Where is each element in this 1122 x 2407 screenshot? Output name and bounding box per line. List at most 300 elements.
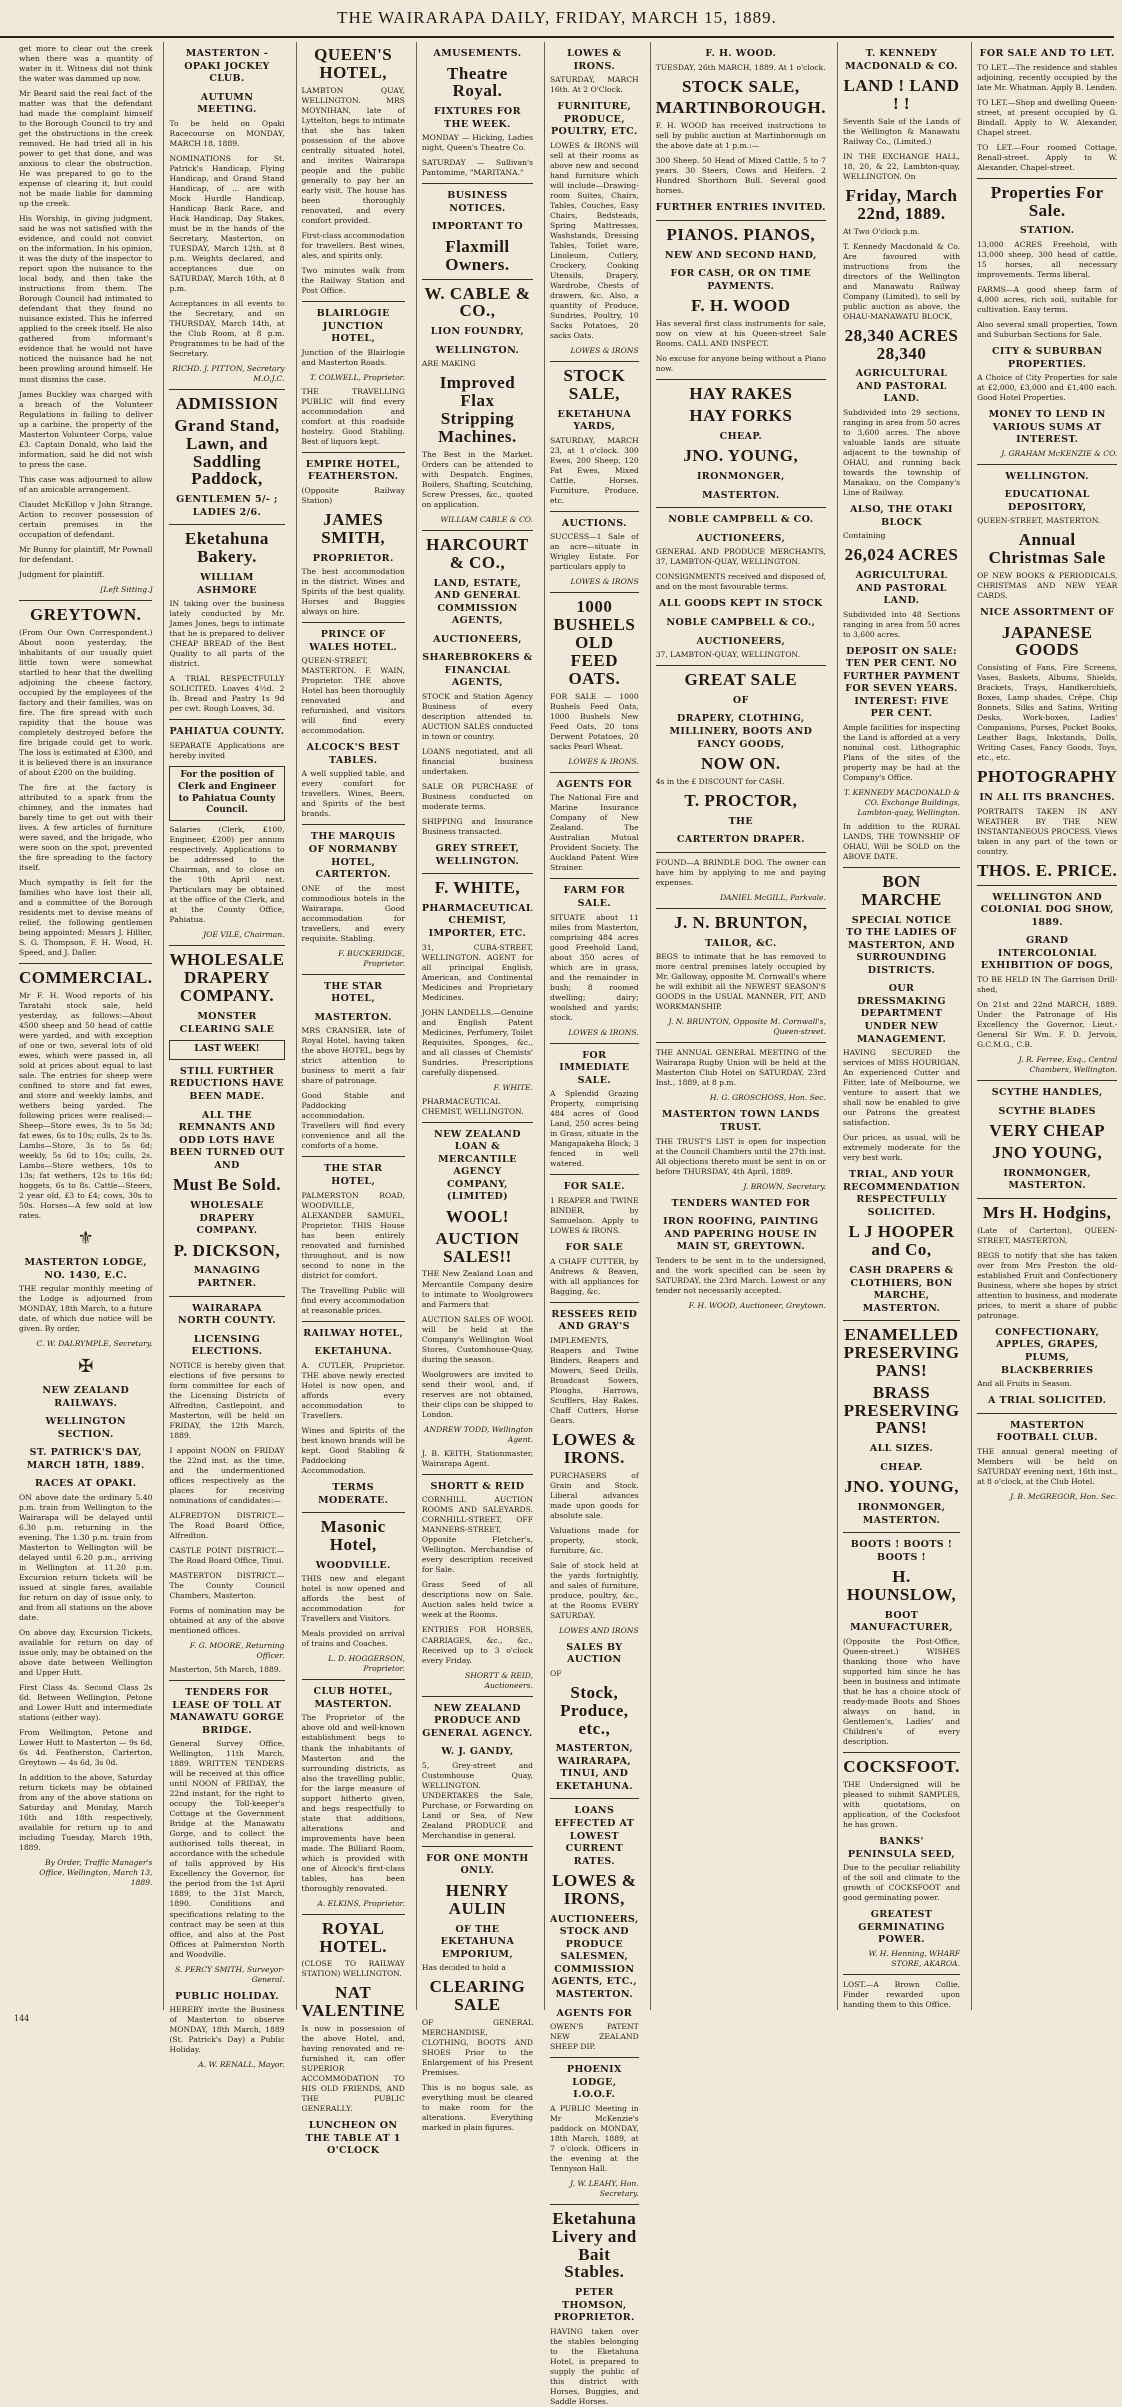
section-heading: NEW AND SECOND HAND, — [664, 249, 817, 261]
signature-line: WILLIAM CABLE & CO. — [440, 514, 533, 524]
column-divider — [302, 1914, 405, 1915]
display-heading: 26,024 ACRES — [844, 545, 959, 565]
section-heading: PAHIATUA COUNTY. — [169, 726, 285, 738]
section-heading: PHOENIX LODGE, I.O.O.F. — [566, 2064, 622, 2101]
section-heading: PUBLIC HOLIDAY. — [175, 1990, 279, 2002]
column-divider — [169, 1680, 284, 1681]
section-heading: NOBLE CAMPBELL & CO., — [666, 617, 816, 629]
section-heading: LICENSING ELECTIONS. — [191, 1333, 263, 1358]
section-heading: BANKS' PENINSULA SEED, — [847, 1836, 956, 1860]
column-divider — [843, 1532, 960, 1533]
column-divider — [843, 1320, 960, 1321]
display-heading: GREAT SALE — [684, 670, 798, 690]
column-divider — [422, 1696, 533, 1697]
section-heading: IN ALL ITS BRANCHES. — [979, 792, 1116, 804]
article-text: Salaries (Clerk, £100, Engineer, £200) per annum respectively. Applications to be addressed to the Chairman, and to close on the 10th April next. Particulars may be obtained at the office of the Clerk, and at the County Office, Pahiatua. — [169, 825, 285, 925]
display-heading: HARCOURT & CO., — [426, 534, 529, 572]
section-heading: BUSINESS NOTICES. — [447, 190, 508, 214]
article-text: (Opposite Railway Station) — [301, 485, 405, 505]
section-heading: FOR CASH, OR ON TIME PAYMENTS. — [670, 268, 812, 292]
column-divider — [302, 824, 405, 825]
display-heading: P. DICKSON, — [173, 1240, 281, 1260]
display-heading: Properties For Sale. — [990, 182, 1104, 220]
article-text: CASTLE POINT DISTRICT.—The Road Board Office, Tinui. — [169, 1545, 285, 1565]
section-heading: EKETAHUNA YARDS, — [557, 408, 632, 433]
article-text: Is now in possession of the above Hotel, and, having renovated and re-furnished it, can offer SUPERIOR ACCOMMODATION TO HIS OLD FRIENDS, AND THE PUBLIC GENERALLY. — [301, 2024, 405, 2114]
article-text: On above day, Excursion Tickets, available for return on day of issue only, may be obtained on the above date between Wellington and Upper Hutt. — [19, 1627, 153, 1677]
column-divider — [302, 1679, 405, 1680]
article-text: SATURDAY, MARCH 16th. At 2 O'Clock. — [549, 75, 639, 95]
display-heading: JNO. YOUNG, — [683, 446, 799, 466]
section-heading: TENDERS FOR LEASE OF TOLL AT MANAWATU GORGE BRIDGE. — [169, 1687, 285, 1736]
section-heading: TAILOR, &C. — [705, 937, 777, 949]
article-text: TO LET.—The residence and stables adjoining, recently occupied by the late Mr. Whatman. Apply B. Lenden. — [977, 62, 1118, 92]
article-text: 1 REAPER and TWINE BINDER, by Samuelson. Apply to LOWES & IRONS. — [549, 1195, 639, 1236]
article-text: HAVING SECURED the services of MISS HOURIGAN, An experienced Cutter and Fitter, late of Melbourne, we venture to assert that we shall now be enabled to give our Patrons the greatest satisfaction. — [842, 1048, 961, 1128]
article-text: Consisting of Fans, Fire Screens, Vases, Baskets, Albums, Shields, Brackets, Trays, Handkerchiefs, Boxes, Lamp shades, Crêpe, Chip Bonnets, Silks and Satins, Writing Desks, Work-boxes, Ladies' Companions, Purses, Pocket Books, Leather Bags, Inkstands, Dolls, Writing Cases, Fancy Goods, Toys, etc., etc. — [977, 663, 1118, 763]
display-heading: COMMERCIAL. — [19, 968, 153, 988]
section-heading: BOOTS ! BOOTS ! BOOTS ! — [850, 1539, 953, 1563]
article-text: ARE MAKING — [421, 359, 476, 369]
section-heading: FOR SALE AND TO LET. — [979, 48, 1115, 59]
column-divider — [550, 511, 639, 512]
section-heading: ALSO, THE OTAKI BLOCK — [850, 504, 953, 528]
section-heading: LOWES & IRONS. — [567, 48, 622, 72]
section-heading: MASTERTON FOOTBALL CLUB. — [996, 1419, 1098, 1444]
article-text: FOUND—A BRINDLE DOG. The owner can have him by applying to me and paying expenses. — [655, 857, 826, 887]
display-heading: STOCK SALE, — [682, 76, 800, 96]
article-text: Meals provided on arrival of trains and Coaches. — [301, 1629, 405, 1649]
article-text: CONSIGNMENTS received and disposed of, and on the most favourable terms. — [655, 572, 826, 592]
article-text: SALE OR PURCHASE of Business conducted on moderate terms. — [421, 781, 533, 811]
display-heading: PIANOS. PIANOS, — [666, 224, 816, 244]
column-divider — [302, 622, 405, 623]
column-divider — [656, 908, 826, 909]
display-heading: WHOLESALE DRAPERY COMPANY. — [169, 950, 285, 1006]
column-divider — [422, 1846, 533, 1847]
signature-line: LOWES & IRONS — [570, 577, 639, 587]
article-text: OF GENERAL MERCHANDISE, CLOTHING, BOOTS AND SHOES Prior to the Enlargement of his Present Premises. — [421, 2017, 533, 2077]
section-heading: GREATEST GERMINATING POWER. — [858, 1909, 945, 1946]
section-heading: CLUB HOTEL, MASTERTON. — [313, 1686, 393, 1710]
section-heading: RESSEES REID AND GRAY'S — [551, 1308, 638, 1333]
section-heading: F. H. WOOD. — [705, 48, 777, 59]
article-text: IMPLEMENTS, Reapers and Twine Binders, Reapers and Mowers, Seed Drills, Broadcast Sowers, Ploughs, Harrows, Scufflers, Hay Rakes, Chaff Cutters, Horse Gears. — [549, 1335, 639, 1425]
section-heading: AUCTIONS. — [561, 517, 627, 529]
section-heading: A TRIAL SOLICITED. — [987, 1395, 1107, 1407]
column-divider — [656, 507, 826, 508]
display-heading: ENAMELLED PRESERVING PANS! — [843, 1325, 960, 1380]
column-divider — [550, 878, 639, 879]
article-text: General Survey Office, Wellington, 11th March, 1889. WRITTEN TENDERS will be received at this office until NOON of FRIDAY, the 22nd instant, for the right to occupy the Toll-keeper's Cottage at the Government Bridge at the Manawatu Gorge, and to collect the authorised tolls thereat, in accordance with the schedule of tolls approved by His Excellency the Governor, for the period from the 1st April 1889, to the 31st March, 1890. Conditions and specifications relating to the contract may be seen at this office, and also at the Post Offices at Palmerston North and Woodville. — [169, 1739, 285, 1959]
article-text: TO LET.—Shop and dwelling Queen-street, at present occupied by G. Bindall. Apply to W. Alexander, Chapel street. — [977, 97, 1118, 137]
article-text: At Two O'clock p.m. — [842, 226, 920, 236]
article-text: THE Undersigned will be pleased to submit SAMPLES, with quotations, on application, of the Cocksfoot he has grown. — [842, 1780, 961, 1830]
column-8 — [971, 42, 1122, 2010]
article-text: ALFREDTON DISTRICT.—The Road Board Office, Alfredton. — [169, 1510, 285, 1540]
article-text: The best accommodation in the district. Wines and Spirits of the best quality. Horses and Buggies always on hire. — [301, 567, 405, 617]
column-divider — [656, 665, 826, 666]
display-heading: F. WHITE, — [434, 878, 521, 898]
section-heading: DRAPERY, CLOTHING, MILLINERY, BOOTS AND FANCY GOODS, — [669, 713, 813, 750]
section-heading: TERMS MODERATE. — [318, 1481, 389, 1506]
article-text: LOST.—A Brown Collie, Finder rewarded upon handing them to this Office. — [842, 1979, 961, 2009]
section-heading: DEPOSIT ON SALE: TEN PER CENT. NO FURTHER PAYMENT FOR SEVEN YEARS. INTEREST: FIVE PER CENT. — [843, 645, 960, 720]
masthead-title: THE WAIRARAPA DAILY, FRIDAY, MARCH 15, 1889. — [337, 8, 777, 27]
article-text: THE TRUST'S LIST is open for inspection at the Council Chambers until the 27th inst. All objections thereto must be sent in on or before THURSDAY, 4th April, 1889. — [655, 1136, 826, 1176]
display-heading: Must Be Sold. — [172, 1175, 282, 1195]
section-heading: AGRICULTURAL AND PASTORAL LAND. — [855, 570, 948, 607]
article-text: A. CUTLER, Proprietor. THE above newly erected Hotel is now open, and affords every accommodation to Travellers. — [301, 1360, 405, 1420]
display-heading: L J HOOPER and Co, — [848, 1222, 955, 1260]
section-heading: OF — [732, 694, 749, 706]
article-text: BEGS to notify that she has taken over from Mrs Preston the old-established Fruit and Confectionery Business, where she hopes by strict attention to business, and moderate prices, to merit a share of public patronage. — [977, 1250, 1118, 1320]
section-heading: WHOLESALE DRAPERY COMPANY. — [190, 1200, 264, 1237]
article-text: MASTERTON DISTRICT.—The County Council Chambers, Masterton. — [169, 1570, 285, 1600]
section-heading: RACES AT OPAKI. — [34, 1478, 137, 1490]
article-text: OF NEW BOOKS & PERIODICALS, CHRISTMAS AND NEW YEAR CARDS. — [977, 571, 1118, 601]
column-divider — [977, 178, 1117, 179]
column-divider — [977, 1080, 1117, 1081]
column-divider — [302, 301, 405, 302]
article-text: PORTRAITS TAKEN IN ANY WEATHER BY THE NEW INSTANTANEOUS PROCESS. Views taken in any part of the town or country. — [977, 806, 1118, 856]
section-heading: STILL FURTHER REDUCTIONS HAVE BEEN MADE. — [169, 1065, 285, 1103]
ornament-icon: ✠ — [78, 1356, 94, 1378]
display-heading: NOW ON. — [700, 754, 781, 774]
display-heading: Mrs H. Hodgins, — [982, 1202, 1112, 1222]
section-heading: AUCTIONEERS, STOCK AND PRODUCE SALESMEN, COMMISSION AGENTS, ETC., MASTERTON. — [549, 1913, 639, 2001]
article-text: Forms of nomination may be obtained at any of the above mentioned offices. — [169, 1606, 285, 1636]
article-text: CORNHILL AUCTION ROOMS AND SALEYARDS. CORNHILL-STREET, OFF MANNERS-STREET, Opposite Fletcher's, Wellington. Merchandise of every description received for Sale. — [421, 1495, 533, 1575]
section-heading: IRONMONGER, MASTERTON. — [1003, 1167, 1092, 1192]
column-divider — [302, 1156, 405, 1157]
section-heading: CASH DRAPERS & CLOTHIERS, BON MARCHE, MASTERTON. — [849, 1265, 954, 1314]
column-divider — [169, 945, 284, 946]
display-heading: Masonic Hotel, — [320, 1517, 386, 1554]
article-text: A PUBLIC Meeting in Mr McKenzie's paddock on MONDAY, 18th March, 1889, at 7 o'clock. Officers in the evening at the Tennyson Hall. — [549, 2103, 639, 2173]
section-heading: TRIAL, AND YOUR RECOMMENDATION RESPECTFULLY SOLICITED. — [842, 1169, 961, 1218]
article-text: The Proprietor of the above old and well-known establishment begs to thank the inhabitants of Masterton and the surrounding districts, as also the travelling public, for the large measure of support hitherto given, and begs respectfully to state that additions, alterations and improvements have been made. The Billiard Room, which is provided with one of Alcock's first-class tables, has been thoroughly renovated. — [301, 1713, 405, 1893]
display-heading: ROYAL HOTEL. — [319, 1918, 388, 1956]
article-text: This case was adjourned to allow of an amicable arrangement. — [19, 474, 153, 494]
article-text: THE ANNUAL GENERAL MEETING of the Wairarapa Rugby Union will be held at the Masterton Club Hotel on SATURDAY, 23rd Inst., 1889, at 8 p.m. — [655, 1048, 826, 1088]
column-divider — [977, 1413, 1117, 1414]
column-divider — [302, 974, 405, 975]
signature-line: W. H. Henning, WHARF STORE, AKAROA. — [868, 1948, 961, 1968]
article-text: ONE of the most commodious hotels in the Wairarapa. Good accommodation for travellers, and every requisite. Stabling. — [301, 883, 405, 943]
section-heading: FOR IMMEDIATE SALE. — [559, 1049, 630, 1086]
section-heading: MASTERTON. — [314, 1011, 392, 1023]
article-text: His Worship, in giving judgment, said he was not satisfied with the evidence, and could not convict on the information. In his opinion, it was the duty of the inspector to report upon the nuisance to the local body, and then take the instructions from them. The Borough Council had intimated to defendant that they found no nuisance existed. This he inferred applied to the creek itself. He also gathered from informant's evidence that he would not have noticed the nuisance had he not been prowling around himself. He must dismiss the case. — [19, 214, 153, 384]
article-text: THE TRAVELLING PUBLIC will find every accommodation and comfort at this roadside hostelry. Good Stabling. Best of liquors kept. — [301, 386, 405, 446]
article-text: No excuse for anyone being without a Piano now. — [655, 354, 826, 374]
section-heading: NEW ZEALAND LOAN & MERCANTILE AGENCY COMPANY, (LIMITED) — [434, 1128, 521, 1203]
article-text: The National Fire and Marine Insurance Company of New Zealand. The Australian Mutual Provident Society. The Auckland Patent Wire Strainer. — [549, 793, 639, 873]
article-text: (CLOSE TO RAILWAY STATION) WELLINGTON. — [301, 1959, 405, 1979]
signature-line: J. GRAHAM McKENZIE & CO. — [1001, 448, 1118, 458]
section-heading: ALL SIZES. — [869, 1443, 934, 1455]
display-heading: HAY FORKS — [689, 406, 793, 426]
article-text: GENERAL AND PRODUCE MERCHANTS, 37, LAMBTON-QUAY, WELLINGTON. — [655, 547, 826, 567]
article-text: Valuations made for property, stock, furniture, &c. — [549, 1525, 639, 1555]
section-heading: GENTLEMEN 5/- ; LADIES 2/6. — [176, 494, 278, 518]
column-divider — [422, 1474, 533, 1475]
article-text: HEREBY invite the Business of Masterton to observe MONDAY, 18th March, 1889 (St. Patrick's Day) a Public Holiday. — [169, 2005, 285, 2055]
section-heading: FIXTURES FOR THE WEEK. — [433, 106, 521, 130]
article-text: TO LET.—Four roomed Cottage, Renall-street. Apply to W. Alexander, Chapel-street. — [977, 142, 1118, 172]
article-text: I appoint NOON on FRIDAY the 22nd inst. as the time, and the undermentioned offices respectively as the places for receiving nominations of candidates:— — [169, 1445, 285, 1505]
article-text: QUEEN-STREET, MASTERTON. F. WAIN, Proprietor. THE above Hotel has been thoroughly renovated and refurnished, and visitors will find every accommodation. — [301, 656, 405, 736]
article-text: AUCTION SALES OF WOOL will be held at the Company's Wellington Wool Stores, Customhouse-Quay, during the season. — [421, 1314, 533, 1364]
column-divider — [550, 1043, 639, 1044]
article-text: Has several first class instruments for sale, now on view at his Queen-street Sale Rooms. CALL AND INSPECT. — [655, 319, 826, 349]
display-heading: W. CABLE & CO., — [424, 283, 531, 321]
article-text: Woolgrowers are invited to send their wool, and, if reserves are not obtained, their clips can be shipped to London. — [421, 1369, 533, 1419]
article-text: Containing — [842, 531, 886, 541]
article-text: Acceptances in all events to the Secretary, and on THURSDAY, March 14th, at the Club Room, at 8 p.m. Programmes to be had of the Secretary. — [169, 298, 285, 358]
column-4 — [416, 42, 538, 2133]
signature-line: LOWES & IRONS. — [568, 756, 639, 766]
section-heading: IRONMONGER, MASTERTON. — [857, 1502, 946, 1526]
section-heading: OF THE EKETAHUNA EMPORIUM, — [440, 1923, 515, 1960]
display-heading: Improved Flax Stripping Machines. — [438, 373, 517, 446]
section-heading: MASTERTON TOWN LANDS TRUST. — [661, 1109, 820, 1133]
section-heading: AUTUMN MEETING. — [197, 91, 257, 116]
section-heading: IRON ROOFING, PAINTING AND PAPERING HOUSE IN MAIN ST, GREYTOWN. — [663, 1216, 819, 1253]
article-text: T. Kennedy Macdonald & Co. Are favoured with instructions from the directors of the Wellington and Manawatu Railway Company (Limited), to sell by public auction as above, the OHAU-MANAWATU BLOCK, — [842, 241, 961, 321]
column-divider — [302, 1321, 405, 1322]
article-text: STOCK and Station Agency Business of every description attended to. AUCTION SALES conducted in town or country. — [421, 691, 533, 741]
article-text: 5, Grey-street and Customhouse Quay, WELLINGTON. UNDERTAKES the Sale, Purchase, or Forwarding on Land or Sea, of New Zealand PRODUCE and Merchandise in general. — [421, 1760, 533, 1840]
section-heading: NOBLE CAMPBELL & CO. — [668, 514, 814, 526]
signature-line: F. H. WOOD, Auctioneer, Greytown. — [688, 1300, 826, 1310]
article-text: (Late of Carterton), QUEEN-STREET, MASTERTON, — [977, 1225, 1118, 1245]
section-heading: FARM FOR SALE. — [563, 885, 626, 909]
column-divider — [19, 600, 152, 601]
section-heading: AGENTS FOR — [556, 2007, 633, 2019]
section-heading: LOANS EFFECTED AT LOWEST CURRENT RATES. — [554, 1805, 635, 1867]
column-divider — [550, 2057, 639, 2058]
article-text: Seventh Sale of the Lands of the Wellington & Manawatu Railway Co., (Limited.) — [842, 116, 961, 146]
section-heading: AGENTS FOR — [556, 778, 633, 790]
section-heading: EDUCATIONAL DEPOSITORY, — [1004, 489, 1090, 513]
article-text: IN THE EXCHANGE HALL, 18, 20, & 22, Lambton-quay, WELLINGTON. On — [842, 151, 961, 181]
signature-line: J. R. Ferree, Esq., Central Chambers, Wellington. — [1018, 1055, 1118, 1075]
section-heading: SHORTT & REID — [430, 1480, 525, 1492]
section-heading: WELLINGTON SECTION. — [45, 1416, 126, 1440]
article-text: A Choice of City Properties for sale at £2,000, £3,000 and £1,400 each. Good Hotel Properties. — [977, 373, 1118, 403]
article-text: SEPARATE Applications are hereby invited — [169, 740, 285, 760]
column-divider — [843, 1974, 960, 1975]
article-text: Also several small properties, Town and Suburban Sections for Sale. — [977, 320, 1118, 340]
display-heading: JNO. YOUNG, — [844, 1477, 959, 1497]
section-heading: SCYTHE BLADES — [998, 1105, 1096, 1117]
section-heading: FURTHER ENTRIES INVITED. — [655, 202, 826, 214]
section-heading: PHARMACEUTICAL CHEMIST, IMPORTER, ETC. — [421, 902, 533, 939]
column-divider — [656, 852, 826, 853]
section-heading: SHAREBROKERS & FINANCIAL AGENTS, — [422, 652, 533, 689]
display-heading: Eketahuna Bakery. — [185, 529, 269, 567]
display-heading: LAND ! LAND ! ! — [843, 76, 960, 113]
article-text: And all Fruits in Season. — [977, 1379, 1072, 1389]
section-heading: STATION. — [1019, 225, 1075, 237]
article-text: 37, LAMBTON-QUAY, WELLINGTON. — [655, 650, 800, 660]
article-text: PHARMACEUTICAL CHEMIST, WELLINGTON. — [421, 1096, 524, 1116]
column-divider — [302, 452, 405, 453]
display-heading: 1000 BUSHELS OLD FEED OATS. — [553, 597, 636, 688]
article-text: Good Stable and Paddocking accommodation. Travellers will find every convenience and all the comforts of a home. — [301, 1091, 405, 1151]
article-text: To be held on Opaki Racecourse on MONDAY, MARCH 18, 1889. — [169, 118, 285, 148]
section-heading: W. J. GANDY, — [441, 1746, 514, 1758]
article-text: NOMINATIONS for St. Patrick's Handicap, Flying Handicap, and Grand Stand Handicap, of ... are with Mock Hurdle Handicap, Handicap Back Race, and Hack Handicap, Day Stakes, must be in the hands of the Secretary, Masterton, on TUESDAY, March 12th, at 8 p.m. Weights declared, and acceptances due on SATURDAY, March 16th, at 8 p.m. — [169, 153, 285, 293]
article-text: THE regular monthly meeting of the Lodge is adjourned from MONDAY, 18th March, to a future date, of which due notice will be given. By order, — [19, 1284, 153, 1334]
display-heading: BRASS PRESERVING PANS! — [843, 1382, 960, 1438]
column-divider — [422, 183, 533, 184]
section-heading: OUR DRESSMAKING DEPARTMENT UNDER NEW MANAGEMENT. — [856, 983, 947, 1045]
section-heading: MASTERTON - OPAKI JOCKEY CLUB. — [184, 48, 270, 85]
article-text: A well supplied table, and every comfort for travellers. Wines, Beers, and Spirits of the best brands. — [301, 769, 405, 819]
article-text: SATURDAY, MARCH 23, at 1 o'clock. 300 Ewes, 200 Sheep, 120 Fat Ewes, Mixed Cattle, Horses, Furniture, Produce, etc. — [549, 435, 639, 505]
section-heading: PROPRIETOR. — [312, 552, 394, 564]
signature-line: J. W. LEAHY, Hon. Secretary. — [570, 2178, 639, 2198]
article-text: MRS CRANSIER, late of Royal Hotel, having taken the above HOTEL, begs by strict attention to business to merit a fair share of patronage. — [301, 1026, 405, 1086]
article-text: Mr Beard said the real fact of the matter was that the defendant had made the complaint himself to the Borough Council to try and get the obstructions in the creek removed. He had tried all in his power to get that done, and was anxious to clear the obstruction. He was prepared to go to the expense of clearing it, but could not be made liable for damming up the creek. — [19, 89, 153, 209]
page-number: 144 — [14, 2014, 30, 2023]
display-heading: AUCTION SALES!! — [435, 1228, 520, 1266]
article-text: LAMBTON QUAY, WELLINGTON. MRS MOYNIHAN, late of Lyttelton, begs to intimate that she has taken possession of the above centrally situated hotel, and invites Wairarapa people and the public generally to pay her an early visit. The house has been thoroughly renovated, and every comfort provided. — [301, 85, 405, 225]
section-heading: T. KENNEDY MACDONALD & CO. — [845, 48, 958, 72]
article-text: (From Our Own Correspondent.) About noon yesterday, the inhabitants of our usually quiet little town were somewhat startled to hear that the dwelling adjoining the cheese factory, occupied by the employees of the factory and their families, was on fire. The fire spread with such rapidity that the house was completely destroyed before the fire brigade could get to work. The loss is estimated at £300, and it is believed there is an insurance of about £200 on the building. — [19, 627, 153, 777]
article-text: FOR SALE — 1000 Bushels Feed Oats, 1000 Bushels New Feed Oats, 20 tons Derwent Potatoes, 20 sacks Pearl Wheat. — [549, 691, 639, 751]
display-heading: BON MARCHE — [861, 872, 942, 909]
article-text: MONDAY — Hicking, Ladies night, Queen's Theatre Co. — [421, 133, 533, 153]
article-text: get more to clear out the creek when there was a quantity of water in it. Witness did not think the water was dammed up now. — [19, 44, 153, 84]
column-7 — [837, 42, 965, 2010]
article-text: Junction of the Blairlogie and Masterton Roads. — [301, 347, 405, 367]
column-divider — [550, 361, 639, 362]
signature-line: By Order, Traffic Manager's Office, Wellington, March 13, 1889. — [39, 1858, 153, 1888]
display-heading: JAPANESE GOODS — [1001, 622, 1093, 660]
masthead — [0, 0, 1114, 38]
article-text: QUEEN-STREET, MASTERTON. — [977, 516, 1101, 526]
section-heading: SALES BY AUCTION — [566, 1641, 623, 1666]
article-text: SHIPPING and Insurance Business transacted. — [421, 816, 533, 836]
article-text: First Class 4s. Second Class 2s 6d. Between Wellington, Petone and Lower Hutt and intermediate stations (either way). — [19, 1683, 153, 1723]
display-heading: LOWES & IRONS. — [552, 1429, 637, 1467]
section-heading: WAIRARAPA NORTH COUNTY. — [178, 1302, 276, 1327]
article-text: Grass Seed of all descriptions now on Sale. Auction sales held twice a week at the Rooms. — [421, 1580, 533, 1620]
display-heading: COCKSFOOT. — [843, 1757, 960, 1777]
signature-line: L. D. HOGGERSON, Proprietor. — [328, 1654, 405, 1674]
column-divider — [550, 1174, 639, 1175]
column-divider — [422, 279, 533, 280]
signature-line: RICHD. J. PITTON, Secretary M.O.J.C. — [172, 364, 285, 384]
display-heading: Flaxmill Owners. — [445, 236, 510, 274]
article-text: Subdivided into 29 sections, ranging in area from 50 acres to 3,600 acres. The above valuable lands are situate adjacent to the township of OHAU, and running back towards the township of Manakau, on the Company's Line of Railway. — [842, 407, 961, 498]
signature-line: T. COLWELL, Proprietor. — [309, 372, 405, 382]
article-text: Wines and Spirits of the best known brands will be kept. Good Stabling & Paddocking Accommodation. — [301, 1425, 405, 1475]
article-text: A CHAFF CUTTER, by Andrews & Beaven, with all appliances for Bagging, &c. — [549, 1256, 639, 1296]
section-heading: ALCOCK'S BEST TABLES. — [306, 742, 400, 766]
article-text: (Opposite the Post-Office, Queen-street.) WISHES thanking those who have supported him since he has been in business and intimate that he has a choice stock of ready-made Boots and Shoes always on hand, in Gentlemen's, Ladies' and Children's of every description. — [842, 1637, 961, 1747]
column-5 — [544, 42, 644, 2406]
article-text: Tenders to be sent in to the undersigned, and the work specified can be seen by SATURDAY, the 23rd March. Lowest or any tender not necessarily accepted. — [655, 1255, 826, 1295]
column-divider — [843, 867, 960, 868]
section-heading: PETER THOMSON, PROPRIETOR. — [553, 2287, 635, 2324]
section-heading: TENDERS WANTED FOR — [671, 1197, 811, 1209]
display-heading: VERY CHEAP — [989, 1121, 1106, 1141]
section-heading: MASTERTON, WAIRARAPA, TINUI, AND EKETAHUNA. — [555, 1743, 634, 1792]
article-text: BEGS to intimate that he has removed to more central premises lately occupied by Mr. Galloway, opposite M. Cornwall's where he will exhibit all the NEWEST SEASON'S GOODS in the USUAL MANNER, FIT, AND WORKMANSHIP. — [655, 952, 826, 1012]
display-heading: THOS. E. PRICE. — [977, 860, 1118, 880]
section-heading: NEW ZEALAND PRODUCE AND GENERAL AGENCY. — [422, 1702, 533, 1739]
column-3 — [296, 42, 410, 2157]
section-heading: WILLIAM ASHMORE — [197, 572, 257, 596]
section-heading: WELLINGTON AND COLONIAL DOG SHOW, 1889. — [980, 891, 1114, 928]
display-heading: 28,340 ACRES 28,340 — [844, 325, 959, 363]
section-heading: LION FOUNDRY, — [430, 326, 525, 338]
column-divider — [302, 1512, 405, 1513]
display-heading: Annual Christmas Sale — [988, 530, 1106, 568]
section-heading: WELLINGTON. — [1005, 470, 1089, 482]
signature-line: J. N. BRUNTON, Opposite M. Cornwall's, Queen-street. — [668, 1017, 826, 1037]
section-heading: MANAGING PARTNER. — [193, 1265, 261, 1290]
section-heading: THE STAR HOTEL, — [323, 980, 383, 1005]
article-text: A TRIAL RESPECTFULLY SOLICITED. Loaves 4½d. 2 lb. Bread and Pastry 1s 9d per cwt. Rough Loaves, 3d. — [169, 674, 285, 714]
article-text: SITUATE about 11 miles from Masterton, comprising 484 acres good Freehold Land, about 350 acres of which are in grass, and the remainder in bush; 8 roomed dwelling; dairy; woolshed and yards; stock. — [549, 912, 639, 1022]
signature-line: SHORTT & REID, Auctioneers. — [465, 1670, 533, 1690]
signature-line: LOWES & IRONS — [570, 346, 639, 355]
article-text: Mr Bunny for plaintiff, Mr Pownall for defendant. — [19, 544, 153, 564]
section-heading: SPECIAL NOTICE TO THE LADIES OF MASTERTON, AND SURROUNDING DISTRICTS. — [846, 914, 957, 976]
section-heading: SCYTHE HANDLES, — [991, 1087, 1103, 1099]
section-heading: AGRICULTURAL AND PASTORAL LAND. — [855, 368, 948, 405]
section-heading: FOR SALE. — [563, 1181, 625, 1193]
display-heading: STOCK SALE, — [563, 366, 626, 403]
column-2 — [163, 42, 289, 2070]
section-heading: THE STAR HOTEL, — [323, 1163, 383, 1188]
section-heading: WELLINGTON. — [435, 344, 520, 356]
article-text: Judgment for plaintiff. — [19, 569, 105, 579]
article-text: OF — [549, 1668, 562, 1678]
article-text: Ample facilities for inspecting the Land is afforded at a very nominal cost. Lithographic Plans of the sites of the property may be had at the Company's Office. — [842, 722, 961, 782]
display-heading: QUEEN'S HOTEL, — [314, 45, 393, 82]
display-heading: ADMISSION — [175, 394, 279, 414]
article-text: 4s in the £ DISCOUNT for CASH. — [655, 776, 785, 786]
display-heading: Stock, Produce, etc., — [560, 1682, 629, 1738]
section-heading: ALL THE REMNANTS AND ODD LOTS HAVE BEEN TURNED OUT AND — [169, 1109, 285, 1171]
display-heading: GREYTOWN. — [30, 604, 142, 624]
signature-line: LOWES & IRONS. — [568, 1027, 639, 1037]
article-text: PALMERSTON ROAD, WOODVILLE, ALEXANDER SAMUEL, Proprietor. THIS House has been entirely renovated and furnished throughout, and is now second to none in the district for comfort. — [301, 1190, 405, 1280]
section-heading: FOR SALE — [565, 1242, 624, 1254]
signature-line: C. W. DALRYMPLE, Secretary. — [36, 1339, 153, 1349]
article-text: 31, CUBA-STREET, WELLINGTON. AGENT for all principal English, American, and Continental Medicines and Proprietary Medicines. — [421, 942, 533, 1002]
article-text: Subdivided into 48 Sections ranging in area from 50 acres to 3,600 acres. — [842, 609, 961, 639]
display-heading: CLEARING SALE — [429, 1977, 526, 2015]
column-divider — [656, 1042, 826, 1043]
signature-line: J. BROWN, Secretary. — [743, 1181, 826, 1191]
article-text: TO BE HELD IN The Garrison Drill-shed, — [977, 974, 1118, 994]
section-heading: LUNCHEON ON THE TABLE AT 1 O'CLOCK — [305, 2120, 401, 2157]
article-text: James Buckley was charged with a breach of the Volunteer Regulations in failing to deliver up a carbine, the property of the Masterton Volunteer Corps, value £3. Captain Donald, who laid the information, said he did not wish to press the case. — [19, 389, 153, 469]
column-divider — [977, 464, 1117, 465]
article-text: THE New Zealand Loan and Mercantile Company desire to intimate to Woolgrowers and Farmers that — [421, 1269, 533, 1309]
column-divider — [656, 379, 826, 380]
column-6 — [650, 42, 831, 2010]
display-heading: F. H. WOOD — [691, 296, 791, 316]
column-divider — [977, 885, 1117, 886]
